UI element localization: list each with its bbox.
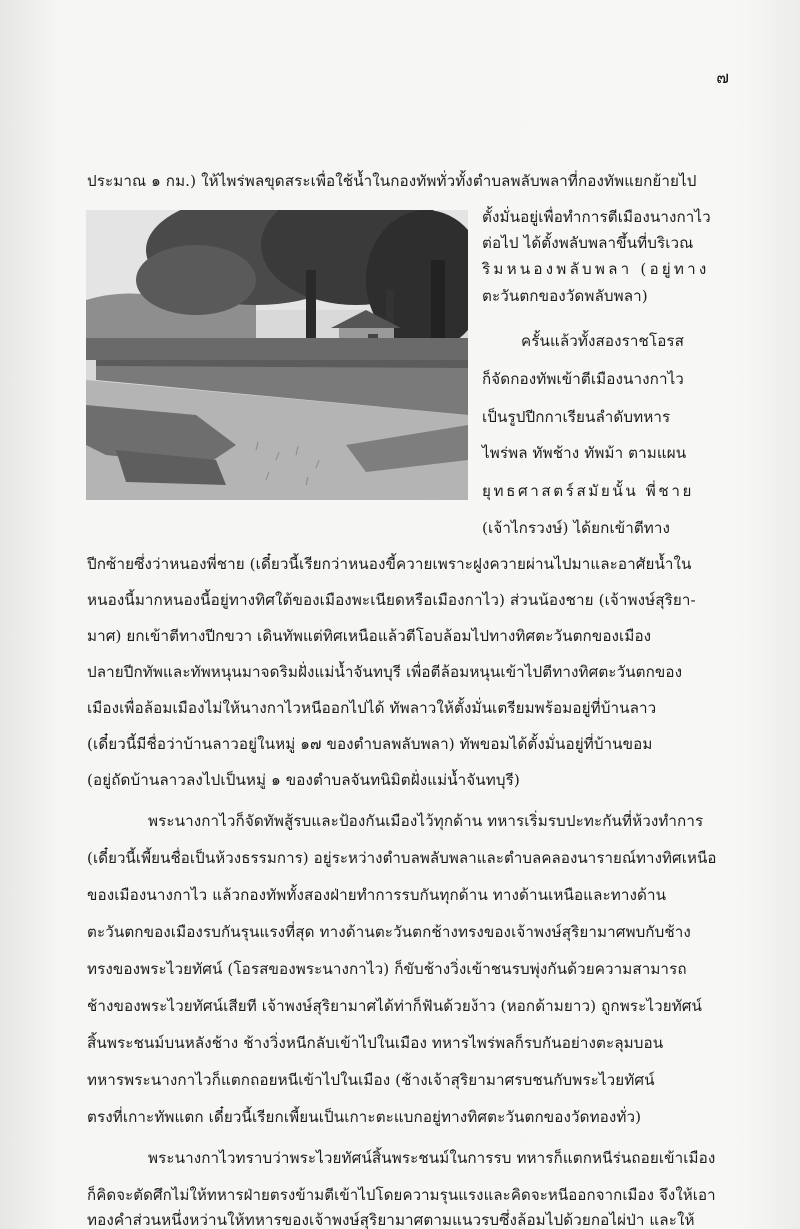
text-line: ตั้งมั่นอยู่เพื่อทำการตีเมืองนางกาไว bbox=[482, 208, 711, 226]
text-line: ต่อไป ได้ตั้งพลับพลาขึ้นที่บริเวณ bbox=[482, 234, 694, 252]
text-line: ยุทธศาสตร์สมัยนั้น พี่ชาย bbox=[482, 482, 694, 500]
text-line: เป็นรูปปีกกาเรียนลำดับทหาร bbox=[482, 408, 671, 426]
text-line: หนองนี้มากหนองนี้อยู่ทางทิศใต้ของเมืองพะเนียดหรือเมืองกาไว) ส่วนน้องชาย (เจ้าพงษ์สุริยา- bbox=[87, 591, 696, 609]
text-line: ริมหนองพลับพลา (อยู่ทาง bbox=[482, 260, 710, 278]
text-line: ทหารพระนางกาไวก็แตกถอยหนีเข้าไปในเมือง (ช้างเจ้าสุริยามาศรบชนกับพระไวยทัศน์ bbox=[87, 1071, 655, 1089]
text-line: เมืองเพื่อล้อมเมืองไม่ให้นางกาไวหนีออกไปได้ ทัพลาวให้ตั้งมั่นเตรียมพร้อมอยู่ที่บ้านลาว bbox=[87, 699, 657, 717]
text-line: ของเมืองนางกาไว แล้วกองทัพทั้งสองฝ่ายทำการรบกันทุกด้าน ทางด้านเหนือและทางด้าน bbox=[87, 886, 667, 904]
text-line: ช้างของพระไวยทัศน์เสียที เจ้าพงษ์สุริยามาศได้ท่าก็ฟันด้วยง้าว (หอกด้ามยาว) ถูกพระไวยทัศน์ bbox=[87, 997, 703, 1015]
ruins-photo bbox=[86, 210, 468, 500]
text-line: ทรงของพระไวยทัศน์ (โอรสของพระนางกาไว) ก็ขับช้างวิ่งเข้าชนรบพุ่งกันด้วยความสามารถ bbox=[87, 960, 687, 978]
text-line: ตะวันตกของเมืองรบกันรุนแรงที่สุด ทางด้านตะวันตกช้างทรงของเจ้าพงษ์สุริยามาศพบกับช้าง bbox=[87, 923, 691, 941]
text-line: พระนางกาไวทราบว่าพระไวยทัศน์สิ้นพระชนม์ในการรบ ทหารก็แตกหนีร่นถอยเข้าเมือง bbox=[148, 1149, 716, 1167]
text-line: (เจ้าไกรวงษ์) ได้ยกเข้าตีทาง bbox=[482, 519, 671, 537]
text-line: ตะวันตกของวัดพลับพลา) bbox=[482, 287, 648, 305]
text-line: ปลายปีกทัพและทัพหนุนมาจดริมฝั่งแม่น้ำจันทบุรี เพื่อตีล้อมหนุนเข้าไปตีทางทิศตะวันตกของ bbox=[87, 663, 683, 681]
text-line: ก็จัดกองทัพเข้าตีเมืองนางกาไว bbox=[482, 370, 684, 388]
text-line: (อยู่ถัดบ้านลาวลงไปเป็นหมู่ ๑ ของตำบลจันทนิมิตฝั่งแม่น้ำจันทบุรี) bbox=[87, 771, 520, 789]
text-line: ไพร่พล ทัพช้าง ทัพม้า ตามแผน bbox=[482, 444, 687, 462]
text-line: (เดี๋ยวนี้มีชื่อว่าบ้านลาวอยู่ในหมู่ ๑๗ ของตำบลพลับพลา) ทัพขอมได้ตั้งมั่นอยู่ที่บ้านขอม bbox=[87, 735, 653, 753]
text-line: ตรงที่เกาะทัพแตก เดี๋ยวนี้เรียกเพี้ยนเป็นเกาะตะแบกอยู่ทางทิศตะวันตกของวัดทองทั่ว) bbox=[87, 1108, 642, 1126]
text-line: ครั้นแล้วทั้งสองราชโอรส bbox=[521, 332, 685, 350]
text-line: (เดี๋ยวนี้เพี้ยนชื่อเป็นห้วงธรรมการ) อยู่ระหว่างตำบลพลับพลาและตำบลคลองนารายณ์ทางทิศเหนือ bbox=[87, 849, 717, 867]
text-line: สิ้นพระชนม์บนหลังช้าง ช้างวิ่งหนีกลับเข้าไปในเมือง ทหารไพร่พลก็รบกันอย่างตะลุมบอน bbox=[87, 1034, 664, 1052]
text-line: ทองคำส่วนหนึ่งหว่านให้ทหารของเจ้าพงษ์สุริยามาศตามแนวรบซึ่งล้อมไปด้วยกอไผ่ป่า และให้ bbox=[87, 1211, 695, 1229]
page-number: ๗ bbox=[716, 68, 730, 88]
text-line: พระนางกาไวก็จัดทัพสู้รบและป้องกันเมืองไว้ทุกด้าน ทหารเริ่มรบปะทะกันที่ห้วงทำการ bbox=[148, 812, 704, 830]
text-line: ก็คิดจะตัดศึกไม่ให้ทหารฝ่ายตรงข้ามตีเข้าไปโดยความรุนแรงและคิดจะหนีออกจากเมือง จึงให้เอา bbox=[87, 1186, 716, 1204]
text-line: ปีกซ้ายซึ่งว่าหนองพี่ชาย (เดี๋ยวนี้เรียกว่าหนองขี้ควายเพราะฝูงควายผ่านไปมาและอาศัยน้ำใน bbox=[87, 555, 692, 573]
text-line: มาศ) ยกเข้าตีทางปีกขวา เดินทัพแต่ทิศเหนือแล้วตีโอบล้อมไปทางทิศตะวันตกของเมือง bbox=[87, 627, 652, 645]
text-line: ประมาณ ๑ กม.) ให้ไพร่พลขุดสระเพื่อใช้น้ำในกองทัพทั่วทั้งตำบลพลับพลาที่กองทัพแยกย้ายไป bbox=[87, 172, 697, 190]
